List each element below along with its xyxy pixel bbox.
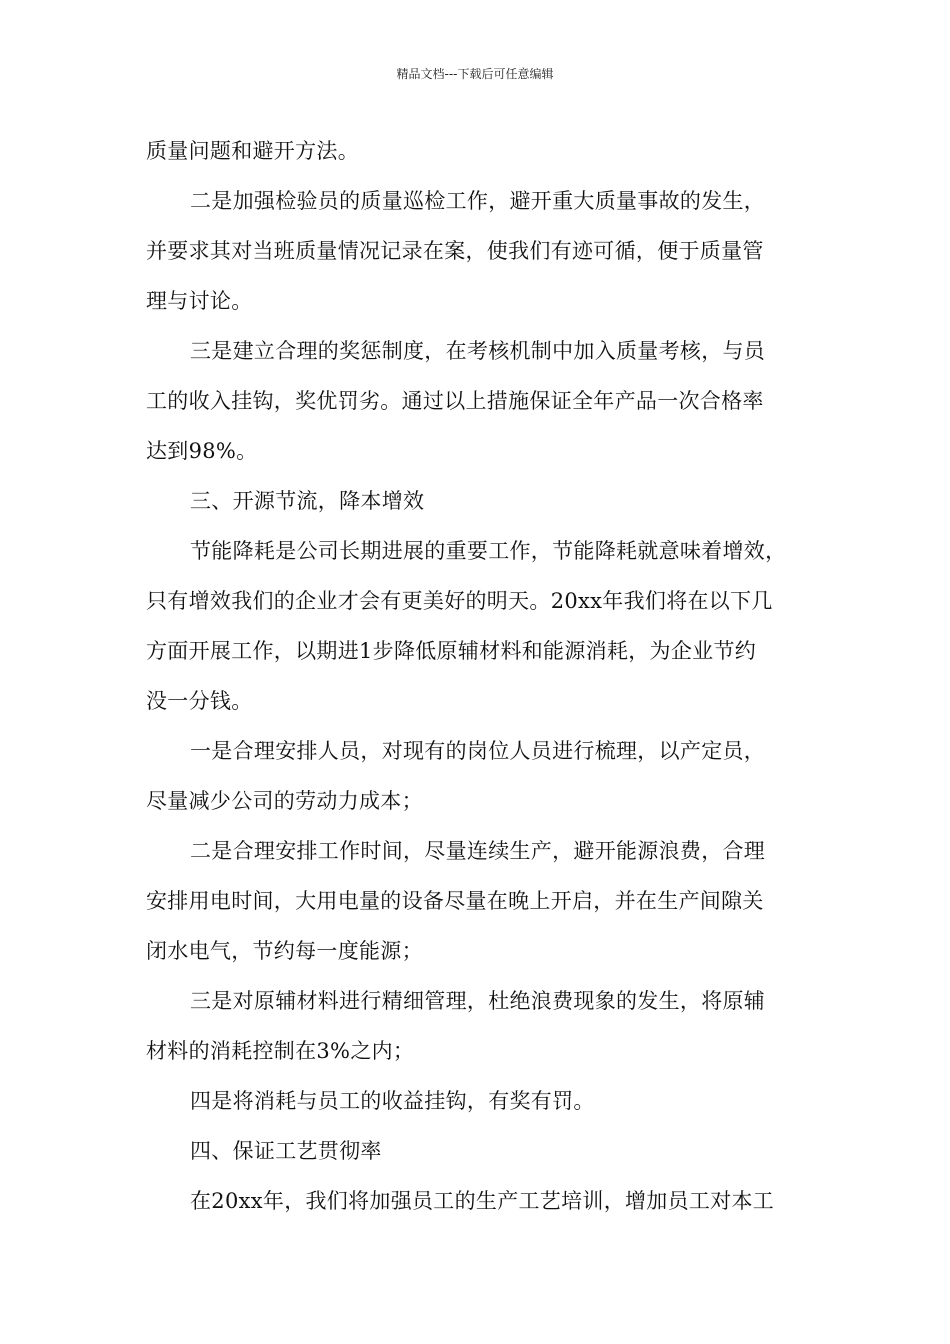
text-line: 尽量减少公司的劳动力成本； xyxy=(146,789,423,813)
text-line: 没一分钱。 xyxy=(146,689,253,713)
text-line: 节能降耗是公司长期进展的重要工作，节能降耗就意味着增效， xyxy=(190,539,787,563)
document-body xyxy=(146,126,814,1226)
text-line: 质量问题和避开方法。 xyxy=(146,139,359,163)
text-line: 安排用电时间，大用电量的设备尽量在晚上开启，并在生产间隙关 xyxy=(146,889,764,913)
text-line: 二是加强检验员的质量巡检工作，避开重大质量事故的发生， xyxy=(190,189,766,213)
text-line: 三是建立合理的奖惩制度，在考核机制中加入质量考核，与员 xyxy=(190,339,766,363)
text-line: 在20xx年，我们将加强员工的生产工艺培训，增加员工对本工 xyxy=(190,1189,775,1213)
text-line: 并要求其对当班质量情况记录在案，使我们有迹可循，便于质量管 xyxy=(146,239,764,263)
section-heading: 四、保证工艺贯彻率 xyxy=(190,1139,382,1163)
page-header: 精品文档---下载后可任意编辑 xyxy=(396,67,554,81)
text-line: 达到98%。 xyxy=(146,439,258,463)
text-line: 方面开展工作，以期进1步降低原辅材料和能源消耗，为企业节约 xyxy=(146,639,757,663)
text-line: 闭水电气，节约每一度能源； xyxy=(146,939,423,963)
text-line: 二是合理安排工作时间，尽量连续生产，避开能源浪费，合理 xyxy=(190,839,766,863)
text-line: 只有增效我们的企业才会有更美好的明天。20xx年我们将在以下几 xyxy=(146,589,773,613)
text-line: 三是对原辅材料进行精细管理，杜绝浪费现象的发生，将原辅 xyxy=(190,989,766,1013)
text-line: 工的收入挂钩，奖优罚劣。通过以上措施保证全年产品一次合格率 xyxy=(146,389,764,413)
text-line: 四是将消耗与员工的收益挂钩，有奖有罚。 xyxy=(190,1089,595,1113)
text-line: 材料的消耗控制在3%之内； xyxy=(146,1039,415,1063)
section-heading: 三、开源节流，降本增效 xyxy=(190,489,425,513)
text-line: 一是合理安排人员，对现有的岗位人员进行梳理，以产定员， xyxy=(190,739,766,763)
text-line: 理与讨论。 xyxy=(146,289,253,313)
